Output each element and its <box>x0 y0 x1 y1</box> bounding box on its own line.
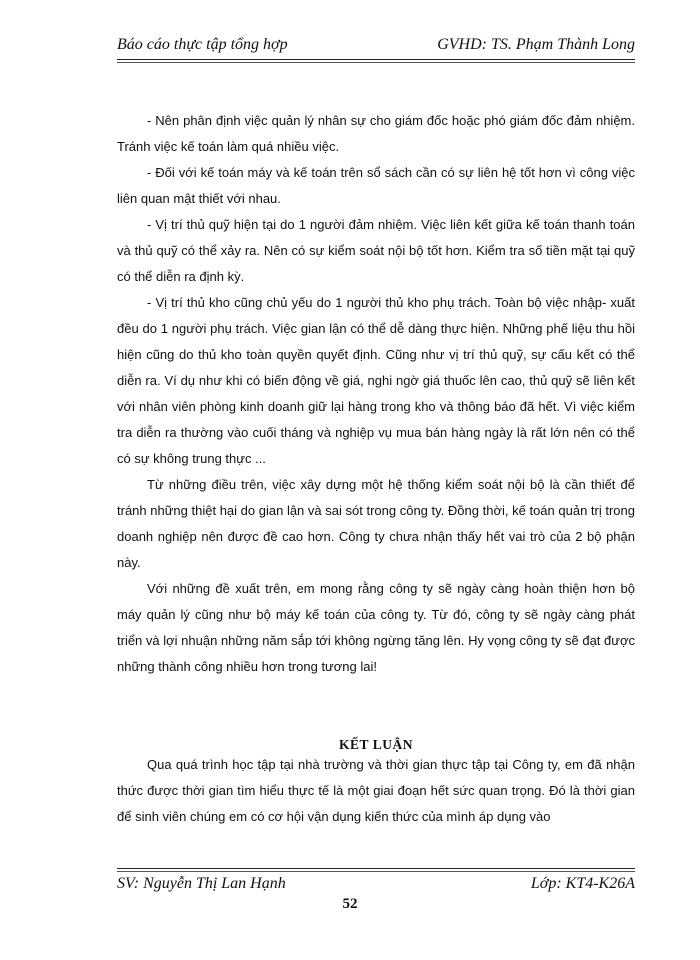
paragraph: Từ những điều trên, việc xây dựng một hệ thống kiểm soát nội bộ là cần thiết để tránh những thiệt hại do gian lận và sai sót trong công ty. Đồng thời, kế toán quản trị trong doanh nghiệp nên được đề cao hơn. Công ty chưa nhận thấy hết vai trò của 2 bộ phận này. <box>117 477 635 570</box>
paragraph: - Nên phân định việc quản lý nhân sự cho giám đốc hoặc phó giám đốc đảm nhiệm. Tránh việc kế toán làm quá nhiều việc. <box>117 113 635 154</box>
paragraph: - Vị trí thủ kho cũng chủ yếu do 1 người thủ kho phụ trách. Toàn bộ việc nhập- xuất đều do 1 người phụ trách. Việc gian lận có thể dễ dàng thực hiện. Những phế liệu thu hồi hiện cũng do thủ kho toàn quyền quyết định. Cũng như vị trí thủ quỹ, sự cấu kết có thể diễn ra. Ví dụ như khi có biến động về giá, nghi ngờ giá thuốc lên cao, thủ quỹ sẽ liên kết với nhân viên phòng kinh doanh giữ lại hàng trong kho và thông báo đã hết. Vì việc kiểm tra diễn ra thường vào cuối tháng và nghiệp vụ mua bán hàng ngày là rất lớn nên có thể có sự không trung thực ... <box>117 295 635 466</box>
footer-student-name: SV: Nguyễn Thị Lan Hạnh <box>117 875 286 892</box>
header-rule-thin <box>117 62 635 63</box>
conclusion-heading: KẾT LUẬN <box>339 737 413 752</box>
page-header <box>117 36 635 58</box>
page-number: 52 <box>342 896 358 912</box>
page-footer <box>117 875 635 897</box>
conclusion-section <box>117 752 635 830</box>
footer-rule <box>117 868 635 869</box>
header-supervisor: GVHD: TS. Phạm Thành Long <box>437 36 635 53</box>
footer-rule-thin <box>117 871 635 872</box>
header-rule <box>117 59 635 60</box>
footer-class: Lớp: KT4-K26A <box>530 875 635 892</box>
paragraph: - Vị trí thủ quỹ hiện tại do 1 người đảm nhiệm. Việc liên kết giữa kế toán thanh toán và thủ quỹ có thể xảy ra. Nên có sự kiểm soát nội bộ tốt hơn. Kiểm tra số tiền mặt tại quỹ có thể diễn ra định kỳ. <box>117 217 635 284</box>
conclusion-paragraph: Qua quá trình học tập tại nhà trường và thời gian thực tập tại Công ty, em đã nhận thức được thời gian tìm hiểu thực tế là một giai đoạn hết sức quan trọng. Đó là thời gian để sinh viên chúng em có cơ hội vận dụng kiến thức của mình áp dụng vào <box>117 757 635 824</box>
header-report-title: Báo cáo thực tập tổng hợp <box>117 36 288 53</box>
paragraph: Với những đề xuất trên, em mong rằng công ty sẽ ngày càng hoàn thiện hơn bộ máy quản lý cũng như bộ máy kế toán của công ty. Từ đó, công ty sẽ ngày càng phát triển và lợi nhuận những năm sắp tới không ngừng tăng lên. Hy vọng công ty sẽ đạt được những thành công nhiều hơn trong tương lai! <box>117 581 635 674</box>
body-text <box>117 108 635 680</box>
paragraph: - Đối với kế toán máy và kế toán trên sổ sách cần có sự liên hệ tốt hơn vì công việc liên quan mật thiết với nhau. <box>117 165 635 206</box>
